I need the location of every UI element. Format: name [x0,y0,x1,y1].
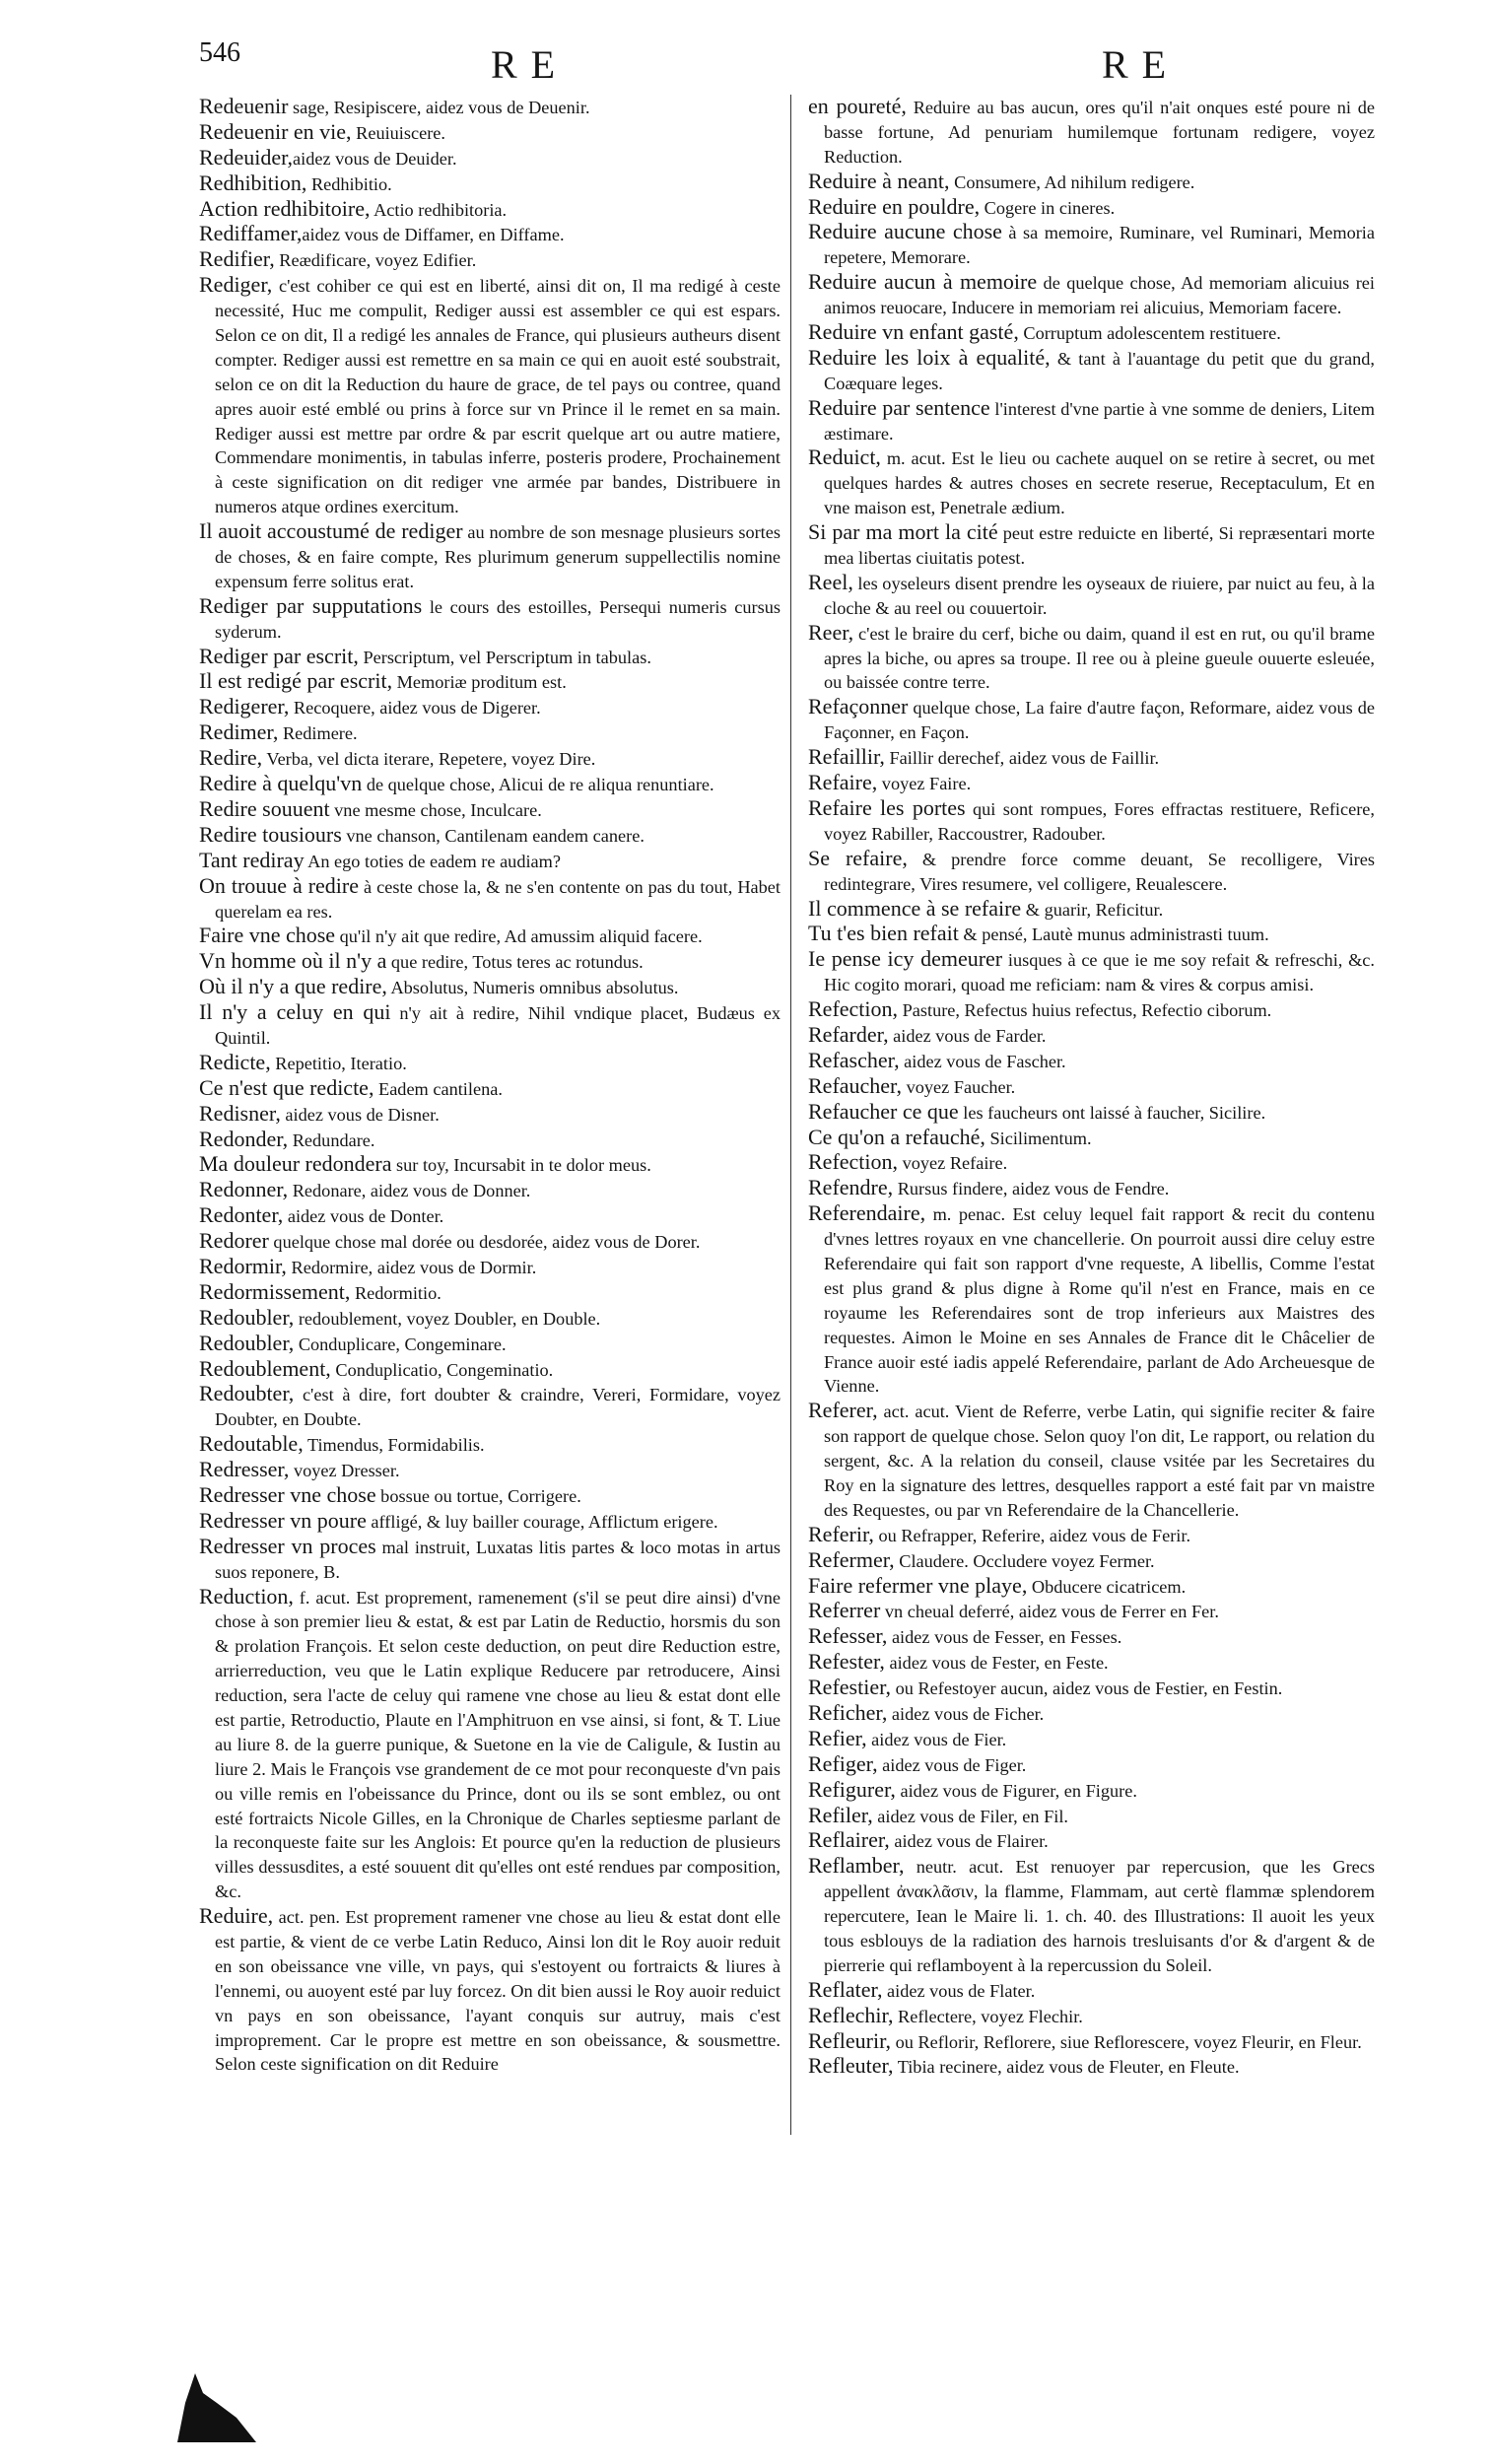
entry-headword: Refendre, [808,1175,894,1200]
entry-definition: ou Refrapper, Referire, aidez vous de Ferir. [873,1525,1191,1545]
entry-definition: aidez vous de Figurer, en Figure. [895,1780,1137,1801]
dictionary-entry [199,645,781,670]
entry-definition: aidez vous de Fester, en Feste. [884,1653,1109,1674]
entry-headword: Faire refermer vne playe, [808,1572,1028,1598]
entry-headword: Reel, [808,569,853,594]
entry-definition: Tibia recinere, aidez vous de Fleuter, en Fleute. [893,2057,1240,2078]
entry-definition: mal instruit, Luxatas litis partes & loco motas in artus suos reponere, B. [215,1537,781,1582]
entry-headword: Redresser vne chose [199,1481,376,1507]
dictionary-entry [808,1023,1375,1049]
entry-definition: quelque chose, La faire d'autre façon, Reformare, aidez vous de Façonner, en Façon. [824,698,1375,743]
entry-definition: n'y ait à redire, Nihil vndique placet, Budæus ex Quintil. [215,1003,781,1048]
entry-definition: qui sont rompues, Fores effractas restituere, Reficere, voyez Rabiller, Raccoustrer, Radouber. [824,798,1375,844]
entry-definition: à sa memoire, Ruminare, vel Ruminari, Memoria repetere, Memorare. [824,223,1375,268]
entry-headword: Rediffamer, [199,221,303,246]
entry-headword: Reflairer, [808,1827,890,1853]
entry-headword: Refaucher ce que [808,1098,959,1124]
left-column [199,95,781,2077]
entry-headword: Refiler, [808,1802,873,1827]
dictionary-entry [199,1509,781,1535]
entry-headword: Redeuenir en vie, [199,118,352,144]
entry-definition: aidez vous de Diffamer, en Diffame. [302,225,565,245]
entry-definition: neutr. acut. Est renuoyer par repercusion, que les Grecs appellent ἀνακλᾶσιν, la flamme, Flammam, aut certè flammæ splendorem repercutere, Iean le Maire li. 1. ch. 40. des Illustrations: Il auoit les yeux tous esblouys de la radiation des harnois tresluisants d'or & d'argent & de pierrerie qui reflamboyent à la repercussion du Soleil. [824,1857,1375,1975]
entry-headword: Redifier, [199,246,275,272]
entry-headword: Redire souuent [199,795,330,821]
entry-headword: Reduire les loix à equalité, [808,344,1051,370]
entry-definition: aidez vous de Disner. [280,1104,440,1125]
entry-headword: Ce n'est que redicte, [199,1074,374,1100]
entry-headword: Reflechir, [808,2002,894,2027]
entry-definition: aidez vous de Figer. [877,1754,1027,1775]
entry-headword: Refester, [808,1649,885,1675]
entry-definition: Redormitio. [350,1282,441,1303]
dictionary-entry [199,1357,781,1383]
entry-headword: Ce qu'on a refauché, [808,1124,985,1149]
dictionary-entry [199,1904,781,2077]
dictionary-entry [808,771,1375,796]
dictionary-entry [808,1701,1375,1727]
dictionary-entry [199,1483,781,1509]
dictionary-entry [808,1599,1375,1624]
dictionary-entry [808,1978,1375,2004]
dictionary-entry [199,1255,781,1280]
entry-definition: & guarir, Reficitur. [1021,899,1164,920]
entry-definition: An ego toties de eadem re audiam? [304,851,561,871]
entry-definition: que redire, Totus teres ac rotundus. [386,952,644,973]
entry-headword: Reflamber, [808,1853,905,1879]
entry-definition: vn cheual deferré, aidez vous de Ferrer en Fer. [880,1602,1219,1622]
dictionary-entry [199,1203,781,1229]
entry-headword: Redoubler, [199,1330,295,1355]
entry-definition: Conduplicatio, Congeminatio. [330,1359,554,1380]
entry-definition: Corruptum adolescentem restituere. [1018,323,1281,344]
entry-headword: Vn homme où il n'y a [199,948,387,974]
entry-headword: On trouue à redire [199,872,360,898]
dictionary-entry [199,197,781,223]
entry-headword: Refermer, [808,1546,895,1572]
entry-definition: Rursus findere, aidez vous de Fendre. [893,1179,1170,1199]
entry-definition: les faucheurs ont laissé à faucher, Sicilire. [958,1102,1266,1123]
entry-definition: Absolutus, Numeris omnibus absolutus. [386,978,679,998]
entry-definition: sage, Resipiscere, aidez vous de Deuenir. [288,98,590,117]
entry-definition: aidez vous de Fascher. [899,1051,1066,1071]
dictionary-entry [808,796,1375,847]
entry-definition: Perscriptum, vel Perscriptum in tabulas. [358,647,651,667]
entry-headword: Redonter, [199,1202,284,1228]
entry-definition: Redhibitio. [306,173,392,194]
dictionary-entry [199,171,781,197]
dictionary-entry [808,1624,1375,1650]
dictionary-entry [199,1535,781,1585]
entry-headword: Rediger par escrit, [199,643,359,668]
entry-headword: Redisner, [199,1100,281,1126]
entry-headword: Refascher, [808,1047,900,1072]
dictionary-entry [199,669,781,695]
entry-definition: redoublement, voyez Doubler, en Double. [294,1308,601,1329]
dictionary-entry [199,1229,781,1255]
entry-definition: voyez Refaire. [898,1153,1008,1174]
entry-headword: Il commence à se refaire [808,895,1022,921]
page-corner-shadow-icon [177,2363,256,2442]
dictionary-entry [199,720,781,746]
entry-definition: Redormire, aidez vous de Dormir. [286,1257,537,1277]
dictionary-entry [808,320,1375,346]
entry-definition: Obducere cicatricem. [1027,1576,1187,1597]
dictionary-entry [199,222,781,247]
dictionary-entry [808,745,1375,771]
entry-definition: aidez vous de Flater. [882,1980,1036,2001]
entry-definition: quelque chose mal dorée ou desdorée, aidez vous de Dorer. [268,1232,701,1253]
entry-headword: Refection, [808,996,899,1022]
entry-headword: Tu t'es bien refait [808,921,959,946]
dictionary-entry [199,1585,781,1905]
entry-definition: aidez vous de Flairer. [889,1831,1049,1852]
entry-definition: aidez vous de Farder. [888,1025,1047,1046]
entry-headword: Se refaire, [808,845,908,870]
entry-headword: Il est redigé par escrit, [199,668,393,694]
dictionary-entry [808,1548,1375,1574]
entry-headword: Refesser, [808,1623,888,1649]
entry-headword: Refection, [808,1149,899,1175]
entry-definition: Cogere in cineres. [980,197,1116,218]
dictionary-entry [808,922,1375,947]
dictionary-entry [199,247,781,273]
entry-definition: ou Reflorir, Reflorere, siue Reflorescere, voyez Fleurir, en Fleur. [891,2031,1362,2052]
entry-headword: Reficher, [808,1700,888,1725]
entry-definition: Repetitio, Iteratio. [270,1053,407,1073]
entry-headword: Refaire, [808,770,878,795]
entry-headword: Refiger, [808,1750,878,1776]
entry-definition: les oyseleurs disent prendre les oyseaux de riuiere, par nuict au feu, à la cloche & au reel ou couuertoir. [824,573,1375,618]
entry-headword: Refaucher, [808,1072,903,1098]
entry-headword: Où il n'y a que redire, [199,974,387,999]
entry-definition: sur toy, Incursabit in te dolor meus. [391,1155,651,1176]
entry-headword: Referrer [808,1598,881,1623]
dictionary-entry [199,975,781,1000]
dictionary-entry [199,1128,781,1153]
entry-definition: aidez vous de Fier. [866,1729,1007,1749]
entry-headword: Refaçonner [808,694,909,719]
entry-headword: Redire tousiours [199,821,342,847]
entry-definition: Claudere. Occludere voyez Fermer. [894,1550,1155,1571]
entry-headword: Redire, [199,745,263,771]
entry-headword: en poureté, [808,94,907,118]
entry-definition: vne chanson, Cantilenam eandem canere. [341,825,645,846]
entry-headword: Redoubter, [199,1381,295,1406]
entry-headword: Redormir, [199,1253,287,1278]
entry-headword: Reflater, [808,1976,883,2002]
dictionary-entry [808,1804,1375,1829]
dictionary-entry [808,897,1375,923]
entry-headword: Redormissement, [199,1278,351,1304]
entry-definition: bossue ou tortue, Corrigere. [375,1485,581,1506]
entry-definition: Memoriæ proditum est. [392,672,567,693]
entry-headword: Redresser vn poure [199,1507,367,1533]
entry-definition: Eadem cantilena. [374,1078,503,1099]
entry-definition: Redimere. [278,723,358,744]
dictionary-entry [199,1102,781,1128]
entry-headword: Rediger par supputations [199,592,423,618]
dictionary-entry [808,1752,1375,1778]
column-divider [790,95,791,2135]
entry-headword: Refigurer, [808,1776,896,1802]
dictionary-entry [808,847,1375,897]
entry-definition: & tant à l'auantage du petit que du grand, Coæquare leges. [824,348,1376,393]
entry-definition: m. penac. Est celuy lequel fait rapport & recit du contenu d'vnes lettres royaux en vne chancellerie. On pourroit aussi dire celuy estre Referendaire qui fait son rapport d'vne requeste, A libellis, Comme l'estat est plus grand & plus digne à Rome qu'il n'est en France, mais en ce royaume les Referendaires sont de trop inferieurs aux Maistres des requestes. Aimon le Moine en ses Annales de France dit le Châcelier de France auoir esté iadis appelé Referendaire, parlant de Ado Archeuesque de Vienne. [824,1204,1375,1397]
dictionary-entry [808,520,1375,571]
dictionary-entry [808,270,1375,320]
dictionary-entry [808,1650,1375,1676]
entry-headword: Il n'y a celuy en qui [199,999,391,1025]
entry-headword: Refarder, [808,1021,889,1047]
entry-definition: act. pen. Est proprement ramener vne chose au lieu & estat dont elle est partie, & vient de ce verbe Latin Reduco, Ainsi lon dit le Roy auoir reduit en son obeissance vne ville, vn pays, qui s'estoyent ou fortraicts & liures à l'ennemi, ou auoyent esté par luy forcez. On dit bien aussi le Roy auoir reduict vn pays en son obeissance, l'ayant conquis sur autruy, mais c'est improprement. Car le propre est mettre en son obeissance, & sousmettre. Selon ceste signification on dit Reduire [215,1907,781,2075]
dictionary-entry [808,1854,1375,1977]
entry-definition: vne mesme chose, Inculcare. [329,799,542,820]
entry-headword: Redimer, [199,719,279,745]
entry-headword: Rediger, [199,272,273,298]
entry-headword: Redigerer, [199,694,290,719]
entry-definition: Reflectere, voyez Flechir. [893,2006,1083,2026]
entry-headword: Referir, [808,1521,874,1546]
entry-headword: Refier, [808,1725,867,1750]
dictionary-entry [808,220,1375,270]
entry-headword: Refleurir, [808,2027,892,2053]
dictionary-entry [808,1676,1375,1701]
dictionary-entry [199,1458,781,1483]
entry-definition: Recoquere, aidez vous de Digerer. [289,698,541,719]
entry-definition: aidez vous de Filer, en Fil. [872,1806,1068,1826]
entry-definition: voyez Faire. [877,774,972,794]
entry-definition: de quelque chose, Alicui de re aliqua renuntiare. [362,775,714,795]
entry-headword: Redorer [199,1228,269,1254]
entry-headword: Reduire aucun à memoire [808,269,1038,295]
entry-definition: de quelque chose, Ad memoriam alicuius rei animos reuocare, Inducere in memoriam rei alicuius, Memoriam facere. [824,273,1375,318]
entry-definition: Redonare, aidez vous de Donner. [288,1181,531,1201]
dictionary-entry [808,947,1375,997]
entry-headword: Redoublement, [199,1355,331,1381]
entry-definition: m. acut. Est le lieu ou cachete auquel on se retire à secret, ou met quelques hardes & autres choses en secrete reserue, Receptaculum, Et en vne maison est, Penetrale ædium. [824,448,1375,518]
dictionary-entry [199,746,781,772]
entry-definition: Pasture, Refectus huius refectus, Refectio ciborum. [898,1000,1272,1021]
page-number: 546 [199,37,240,68]
dictionary-entry [199,1306,781,1332]
entry-definition: au nombre de son mesnage plusieurs sortes de choses, & en faire compte, Res plurimum generum suppellectilis nomine expensum ferre solitus erat. [215,522,781,591]
entry-definition: Conduplicare, Congeminare. [294,1334,507,1354]
entry-headword: Tant rediray [199,847,305,872]
dictionary-entry [808,2029,1375,2055]
entry-headword: Reduire à neant, [808,168,950,193]
entry-headword: Redonder, [199,1126,289,1151]
entry-headword: Reduire aucune chose [808,219,1002,244]
entry-definition: Reædificare, voyez Edifier. [274,250,477,271]
entry-headword: Referendaire, [808,1200,926,1226]
dictionary-entry [199,924,781,949]
running-header-right: RE [1102,42,1181,87]
dictionary-entry [808,1778,1375,1804]
entry-definition: l'interest d'vne partie à vne somme de deniers, Litem æstimare. [824,398,1375,444]
entry-definition: à ceste chose la, & ne s'en contente on pas du tout, Habet querelam ea res. [215,876,781,922]
dictionary-entry [199,1051,781,1076]
entry-definition: voyez Dresser. [289,1461,400,1481]
entry-headword: Reer, [808,619,854,645]
entry-definition: qu'il n'y ait que redire, Ad amussim aliquid facere. [335,926,703,947]
entry-headword: Il auoit accoustumé de rediger [199,518,463,544]
right-column [808,95,1375,2080]
entry-definition: Redundare. [288,1129,375,1150]
entry-headword: Reduire en pouldre, [808,193,981,219]
entry-definition: Consumere, Ad nihilum redigere. [949,171,1195,192]
entry-headword: Reduire, [199,1903,274,1929]
entry-headword: Faire vne chose [199,923,336,948]
dictionary-entry [199,797,781,823]
dictionary-entry [199,772,781,797]
dictionary-entry [199,949,781,975]
dictionary-entry [199,273,781,519]
dictionary-entry [808,95,1375,170]
dictionary-entry [808,2004,1375,2029]
dictionary-entry [199,1152,781,1178]
entry-definition: aidez vous de Donter. [283,1206,444,1227]
dictionary-entry [199,823,781,849]
entry-headword: Refestier, [808,1675,892,1700]
dictionary-entry [199,1000,781,1051]
entry-definition: iusques à ce que ie me soy refait & refreschi, &c. Hic cogito morari, quoad me reficiam: nam & vires & corpus amisi. [824,950,1375,995]
entry-headword: Reduict, [808,445,881,470]
dictionary-entry [199,1432,781,1458]
dictionary-entry [199,849,781,874]
entry-headword: Ie pense icy demeurer [808,946,1003,972]
dictionary-entry [808,1574,1375,1600]
entry-definition: act. acut. Vient de Referre, verbe Latin, qui signifie reciter & faire son rapport de quelque chose. Selon quoy l'on dit, Le rapport, ou relation du sergent, &c. A la relation du conseil, clause vsitée par les Secretaires du Roy en la signature des lettres, desquelles rapport a esté fait par vn maistre des Requestes, ou par vn Referendaire de la Chancellerie. [824,1402,1375,1520]
entry-headword: Refleuter, [808,2053,894,2079]
entry-definition: Actio redhibitoria. [370,199,508,220]
dictionary-entry [808,2054,1375,2080]
entry-headword: Redicte, [199,1049,271,1074]
dictionary-entry [199,1280,781,1306]
running-header-left: RE [491,42,570,87]
dictionary-entry [199,874,781,924]
dictionary-entry [808,1100,1375,1126]
dictionary-entry [199,95,781,120]
entry-definition: peut estre reduicte en liberté, Si repræsentari morte mea libertas ciuitatis potest. [824,523,1375,569]
entry-headword: Redresser vn proces [199,1533,376,1558]
entry-definition: & pensé, Lautè munus administrasti tuum. [958,924,1269,945]
entry-definition: Sicilimentum. [985,1128,1092,1148]
entry-headword: Redhibition, [199,170,307,195]
dictionary-entry [808,170,1375,195]
dictionary-entry [808,997,1375,1023]
dictionary-entry [808,1126,1375,1151]
dictionary-entry [808,1049,1375,1074]
dictionary-entry [808,1150,1375,1176]
dictionary-entry [808,1074,1375,1100]
entry-definition: aidez vous de Ficher. [887,1704,1045,1724]
dictionary-entry [808,1727,1375,1752]
dictionary-entry [199,1382,781,1432]
entry-definition: Timendus, Formidabilis. [303,1435,485,1456]
dictionary-entry [199,695,781,720]
entry-definition: Reduire au bas aucun, ores qu'il n'ait onques esté poure ni de basse fortune, Ad penuriam humilemque fortunam redigere, voyez Reduction. [824,98,1376,167]
dictionary-entry [808,1176,1375,1201]
entry-definition: aidez vous de Fesser, en Fesses. [887,1627,1122,1648]
entry-headword: Referer, [808,1398,878,1423]
entry-headword: Redoutable, [199,1431,304,1457]
dictionary-entry [199,1076,781,1102]
entry-headword: Redonner, [199,1177,289,1202]
entry-headword: Redeuenir [199,94,289,118]
entry-definition: voyez Faucher. [902,1076,1016,1097]
dictionary-entry [199,1178,781,1203]
entry-headword: Ma douleur redondera [199,1151,392,1177]
dictionary-entry [808,695,1375,745]
entry-definition: Faillir derechef, aidez vous de Faillir. [884,748,1160,769]
entry-definition: & prendre force comme deuant, Se recolligere, Vires redintegrare, Vires resumere, vel colligere, Reualescere. [824,849,1375,894]
entry-headword: Redresser, [199,1457,290,1482]
entry-headword: Action redhibitoire, [199,195,371,221]
dictionary-entry [199,120,781,146]
entry-definition: aidez vous de Deuider. [293,148,457,169]
dictionary-entry [808,396,1375,446]
entry-definition: c'est à dire, fort doubter & craindre, Vereri, Formidare, voyez Doubter, en Doubte. [215,1385,781,1430]
dictionary-entry [808,1828,1375,1854]
dictionary-entry [808,195,1375,221]
entry-definition: c'est cohiber ce qui est en liberté, ainsi dit on, Il ma redigé à ceste necessité, Huc me compulit, Rediger aussi est assembler ce qui est espars. Selon ce on dit, Il a redigé les annales de France, qui plusieurs autheurs disent compter. Rediger aussi est remettre en sa main ce qui en auoit esté soubstrait, selon ce on dit la Reduction du haure de grace, de tel pays ou contree, quand apres auoir esté emblé ou prins à force sur vn Prince il le remet en sa main. Rediger aussi est mettre par ordre & par escrit quelque art ou autre matiere, Commendare monimentis, in tabulas inferre, posteris prodere, Prochainement à ceste signification on dit rediger vne armée par bandes, Distribuere in numeros atque ordines exercitum. [215,276,781,517]
entry-headword: Reduire vn enfant gasté, [808,319,1019,345]
dictionary-entry [808,445,1375,520]
dictionary-entry [808,1399,1375,1522]
entry-headword: Si par ma mort la cité [808,519,998,545]
entry-definition: f. acut. Est proprement, ramenement (s'il se peut dire ainsi) d'vne chose à son premier lieu & estat, & est par Latin de Reductio, horsmis du son & prolation François. Et selon ceste deduction, on peut dire Reduction estre, arrierreduction, veu que le Latin explique Reducere par retroducere, Ainsi reduction, sera l'acte de celuy qui ramene vne chose au lieu & estat dont elle est partie, Retroductio, Plaute en l'Amphitruon en vse ainsi, si font, & T. Liue au liure 8. de la guerre punique, & Suetone en la vie de Caligule, & Iustin au liure 2. Mais le François vse grandement de ce mot pour reconqueste d'vn pais ou ville remis en l'obeissance du Prince, dont ou ils se sont emblez, ou ont esté fortraicts Nicole Gilles, en la Chronique de Charles septiesme parlant de la reconqueste faite sur les Anglois: Et pource qu'en la reduction de plusieurs villes dessusdites, a esté souuent dit qu'elles ont esté rendues par composition, &c. [215,1587,781,1902]
dictionary-entry [808,571,1375,621]
entry-headword: Refaillir, [808,744,885,770]
entry-headword: Redeuider, [199,144,294,170]
entry-headword: Redoubler, [199,1304,295,1330]
dictionary-entry [808,1201,1375,1399]
dictionary-entry [199,594,781,645]
dictionary-entry [199,519,781,594]
entry-headword: Refaire les portes [808,794,966,820]
entry-definition: ou Refestoyer aucun, aidez vous de Festier, en Festin. [891,1678,1283,1699]
dictionary-entry [199,146,781,171]
dictionary-entry [808,346,1375,396]
dictionary-entry [808,1523,1375,1548]
dictionary-entry [808,621,1375,696]
dictionary-entry [199,1332,781,1357]
entry-definition: Verba, vel dicta iterare, Repetere, voyez Dire. [262,749,596,770]
entry-definition: le cours des estoilles, Persequi numeris cursus syderum. [215,596,781,642]
entry-definition: Reuiuiscere. [351,122,445,143]
entry-definition: c'est le braire du cerf, biche ou daim, quand il est en rut, ou qu'il brame apres la biche, ou apres sa troupe. Il ree ou à pleine gueule ouuerte esleuée, ou baissée contre terre. [824,623,1375,693]
entry-headword: Reduction, [199,1583,294,1608]
entry-headword: Redire à quelqu'vn [199,771,363,796]
entry-headword: Reduire par sentence [808,394,990,420]
entry-definition: affligé, & luy bailler courage, Afflictum erigere. [366,1511,718,1532]
